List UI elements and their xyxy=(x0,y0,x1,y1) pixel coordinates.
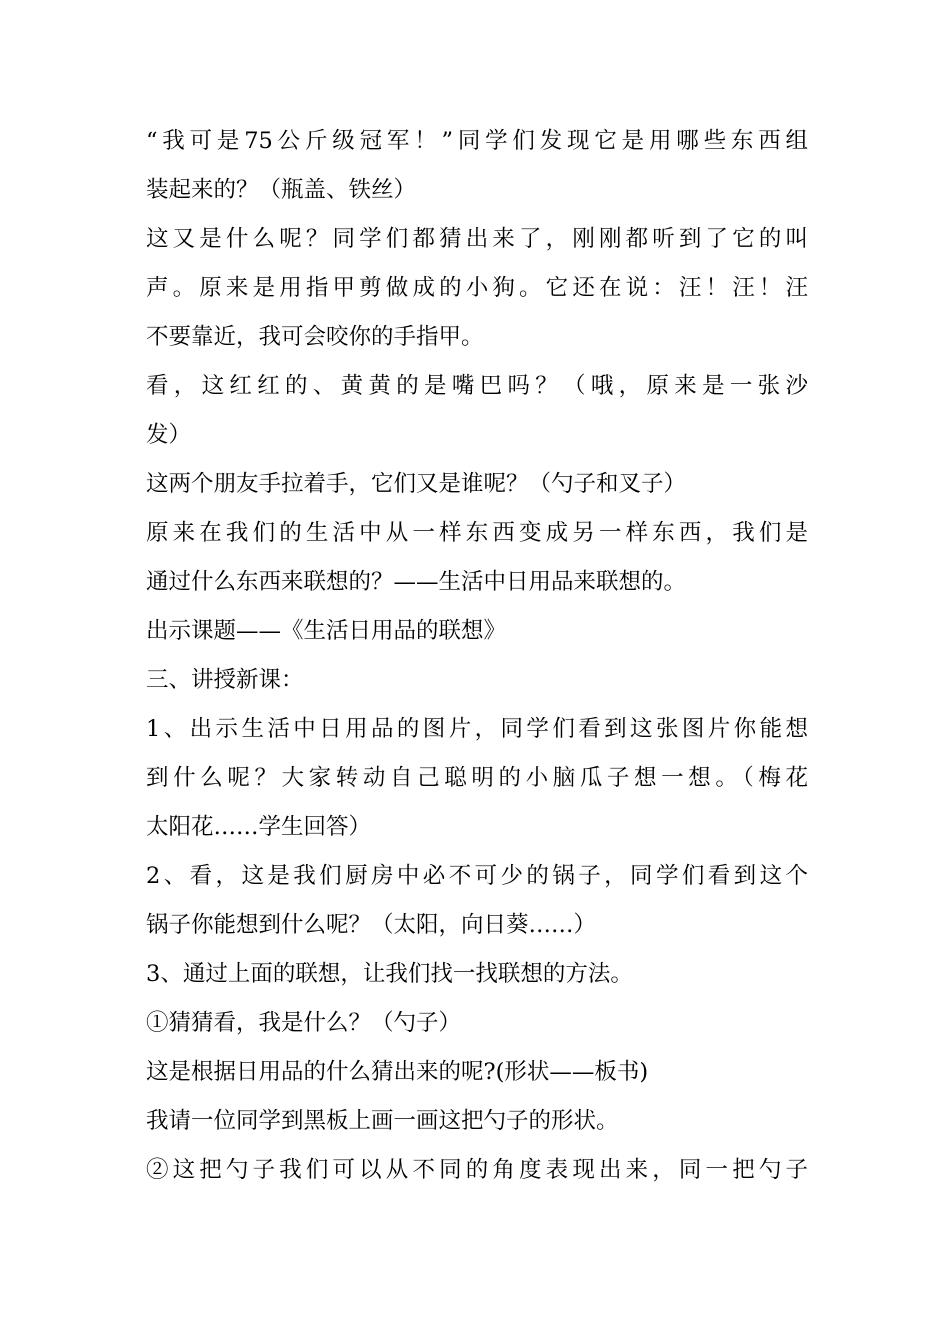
text-line: 这是根据日用品的什么猜出来的呢?(形状——板书) xyxy=(146,1059,649,1085)
text-line: 太阳花……学生回答） xyxy=(146,814,372,840)
text-line: 我请一位同学到黑板上画一画这把勺子的形状。 xyxy=(146,1108,619,1134)
text-line: 看，这红红的、黄黄的是嘴巴吗？（哦，原来是一张沙 xyxy=(146,373,808,399)
text-line: 通过什么东西来联想的？——生活中日用品来联想的。 xyxy=(146,569,687,595)
text-line: 装起来的？（瓶盖、铁丝） xyxy=(146,177,417,203)
text-line: 1、出示生活中日用品的图片，同学们看到这张图片你能想 xyxy=(146,716,808,742)
text-line: 不要靠近，我可会咬你的手指甲。 xyxy=(146,324,484,350)
text-line: 出示课题——《生活日用品的联想》 xyxy=(146,618,507,644)
text-line: 发） xyxy=(146,422,192,448)
text-line: ②这把勺子我们可以从不同的角度表现出来，同一把勺子 xyxy=(146,1157,808,1183)
document-page xyxy=(146,117,808,1195)
text-line: 这又是什么呢？同学们都猜出来了，刚刚都听到了它的叫 xyxy=(146,226,808,252)
text-line: 这两个朋友手拉着手，它们又是谁呢？（勺子和叉子） xyxy=(146,471,687,497)
text-line: ①猜猜看，我是什么？（勺子） xyxy=(146,1010,462,1036)
text-line: 原来在我们的生活中从一样东西变成另一样东西，我们是 xyxy=(146,520,808,546)
text-line: 声。原来是用指甲剪做成的小狗。它还在说：汪！汪！汪 xyxy=(146,275,808,301)
section-heading: 三、讲授新课： xyxy=(146,667,304,693)
text-line: 锅子你能想到什么呢？（太阳，向日葵……） xyxy=(146,912,597,938)
text-line: 到什么呢？大家转动自己聪明的小脑瓜子想一想。（梅花 xyxy=(146,765,808,791)
text-line: “我可是75公斤级冠军！”同学们发现它是用哪些东西组 xyxy=(146,128,808,154)
text-line: 2、看，这是我们厨房中必不可少的锅子，同学们看到这个 xyxy=(146,863,808,889)
text-line: 3、通过上面的联想，让我们找一找联想的方法。 xyxy=(146,961,633,987)
